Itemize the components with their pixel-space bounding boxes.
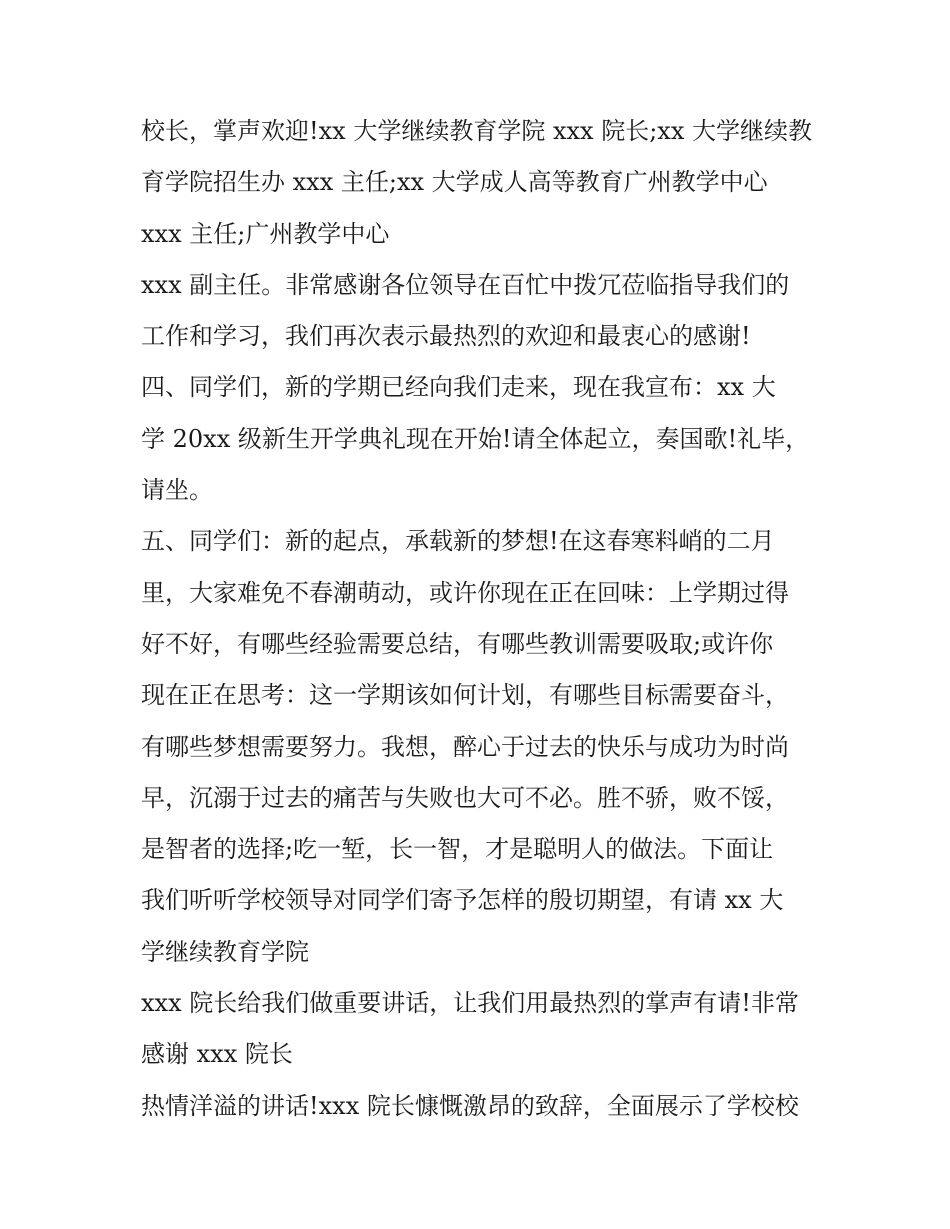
text-line: 有哪些梦想需要努力。我想，醉心于过去的快乐与成功为时尚: [141, 732, 789, 761]
text-line: 请坐。: [141, 476, 213, 505]
text-line: 四、同学们，新的学期已经向我们走来，现在我宣布：xx 大: [141, 373, 776, 402]
text-line: 学继续教育学院: [141, 937, 309, 966]
text-line: 是智者的选择;吃一堑，长一智，才是聪明人的做法。下面让: [141, 835, 774, 864]
text-line: 早，沉溺于过去的痛苦与失败也大可不必。胜不骄，败不馁，: [141, 783, 789, 812]
text-line: 校长，掌声欢迎!xx 大学继续教育学院 xxx 院长;xx 大学继续教: [141, 117, 812, 145]
text-line: 里，大家难免不春潮萌动，或许你现在正在回味：上学期过得: [141, 578, 789, 607]
text-line: 我们听听学校领导对同学们寄予怎样的殷切期望，有请 xx 大: [141, 886, 784, 915]
text-line: 热情洋溢的讲话!xxx 院长慷慨激昂的致辞，全面展示了学校校: [141, 1091, 799, 1120]
text-line: xxx 院长给我们做重要讲话，让我们用最热烈的掌声有请!非常: [141, 989, 799, 1018]
text-line: 五、同学们：新的起点，承载新的梦想!在这春寒料峭的二月: [141, 527, 775, 556]
text-line: 现在正在思考：这一学期该如何计划，有哪些目标需要奋斗，: [141, 681, 789, 710]
document-body: [141, 106, 821, 1132]
text-line: xxx 主任;广州教学中心: [141, 219, 390, 248]
text-line: 育学院招生办 xxx 主任;xx 大学成人高等教育广州教学中心: [141, 168, 768, 197]
text-line: 工作和学习，我们再次表示最热烈的欢迎和最衷心的感谢!: [141, 322, 751, 351]
text-line: 感谢 xxx 院长: [141, 1040, 293, 1069]
text-line: 好不好，有哪些经验需要总结，有哪些教训需要吸取;或许你: [141, 629, 774, 658]
text-line: 学 20xx 级新生开学典礼现在开始!请全体起立，奏国歌!礼毕，: [141, 424, 810, 453]
text-line: xxx 副主任。非常感谢各位领导在百忙中拨冗莅临指导我们的: [141, 270, 790, 299]
